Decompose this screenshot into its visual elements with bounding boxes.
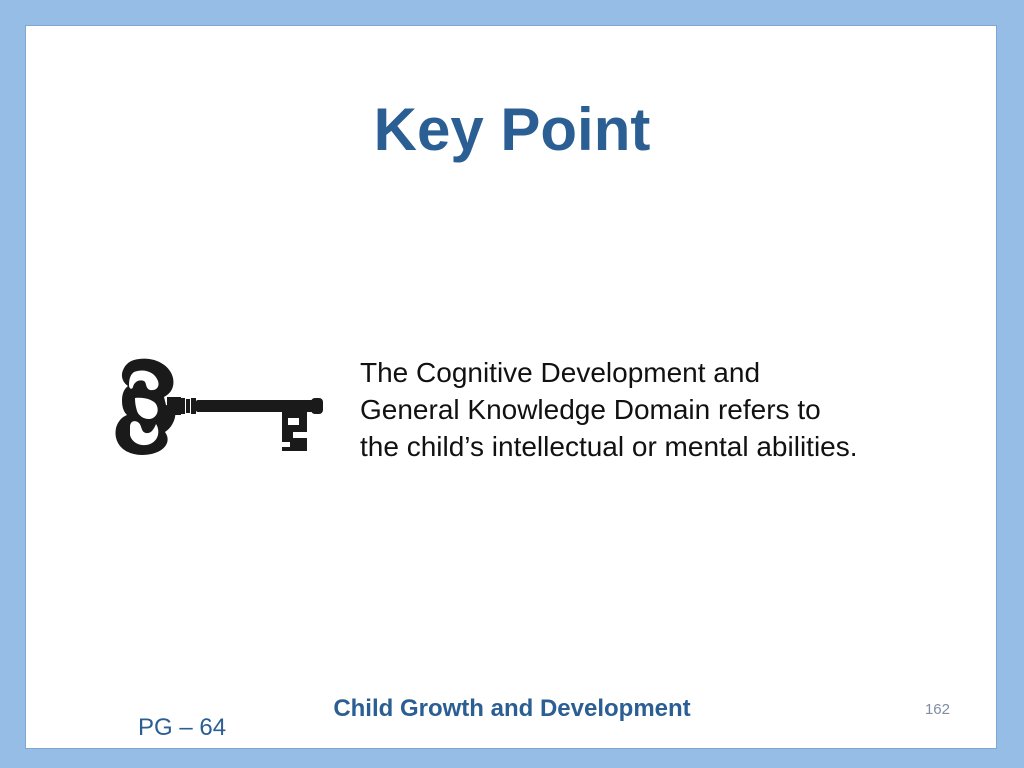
pg-label: PG – 64 <box>138 714 227 741</box>
body-text: The Cognitive Development and General Knowledge Domain refers to the child’s intellectual or mental abilities. <box>360 357 858 462</box>
page-number: 162 <box>924 701 950 718</box>
slide-title: Key Point <box>373 96 651 163</box>
key-icon <box>112 354 326 456</box>
footer-title: Child Growth and Development <box>333 695 691 722</box>
